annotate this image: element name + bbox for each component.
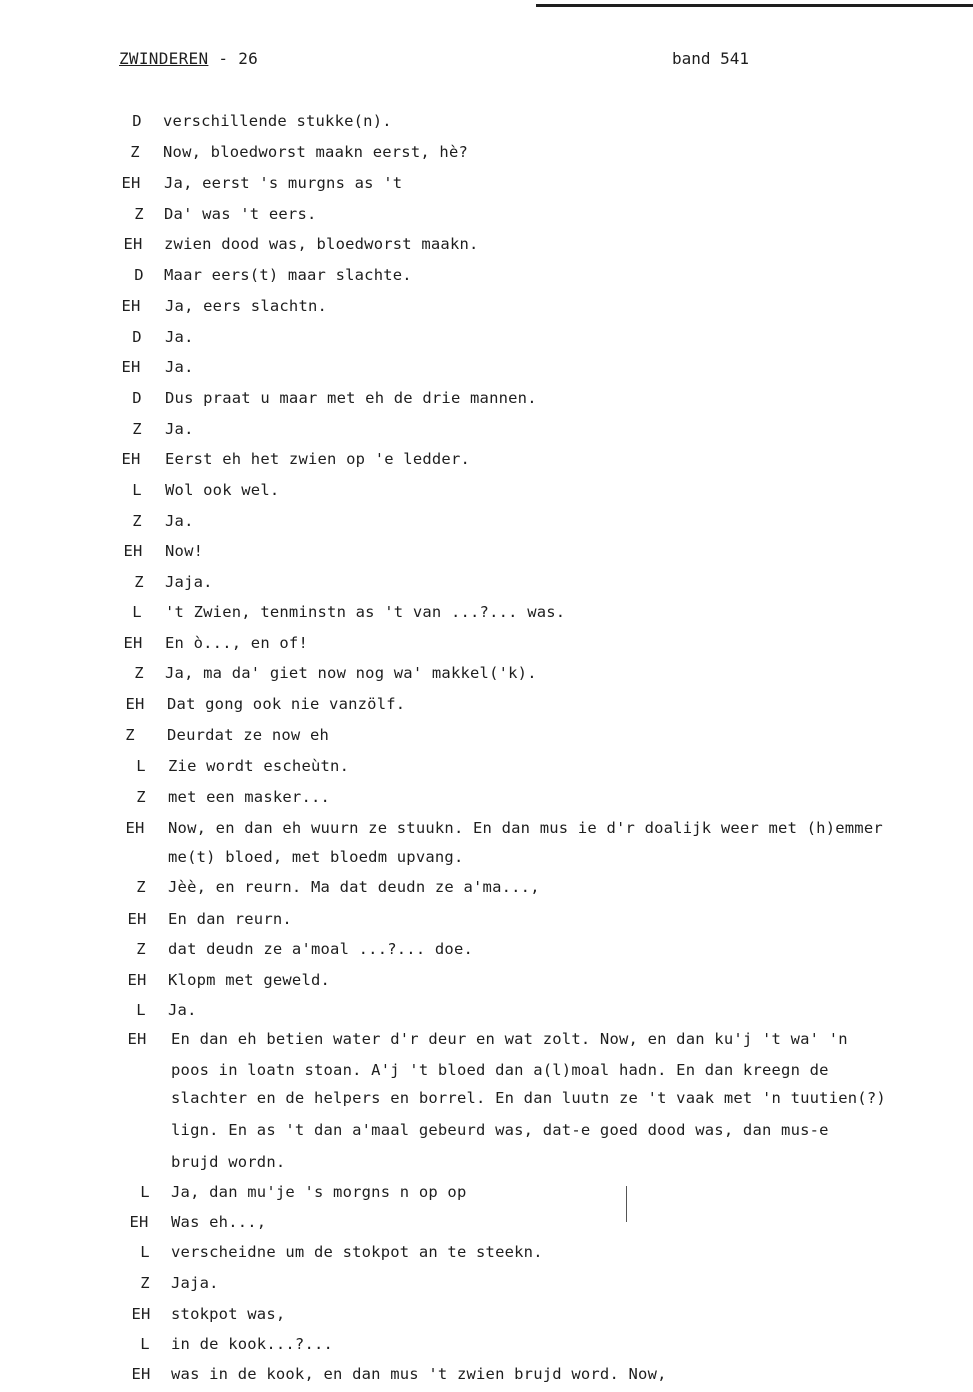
speaker-code: EH <box>123 542 143 560</box>
transcript-line <box>0 634 973 656</box>
transcript-line <box>0 940 973 962</box>
utterance-text: Da' was 't eers. <box>164 205 317 223</box>
speaker-code: EH <box>123 634 143 652</box>
utterance-text: brujd wordn. <box>171 1153 286 1171</box>
utterance-text: me(t) bloed, met bloedm upvang. <box>168 848 464 866</box>
page-header-left <box>119 49 258 68</box>
utterance-text: Ja. <box>165 328 194 346</box>
speaker-code: L <box>132 481 142 499</box>
transcript-line <box>0 1243 973 1265</box>
utterance-text: met een masker... <box>168 788 331 806</box>
speaker-code: Z <box>134 573 144 591</box>
speaker-code: D <box>132 112 142 130</box>
speaker-code: Z <box>134 664 144 682</box>
transcript-line <box>0 542 973 564</box>
speaker-code: Z <box>132 512 142 530</box>
utterance-text: Ja, eers slachtn. <box>165 297 328 315</box>
utterance-text: Ja. <box>165 512 194 530</box>
utterance-text: Dat gong ook nie vanzölf. <box>167 695 406 713</box>
speaker-code: EH <box>123 235 143 253</box>
band-number: band 541 <box>672 49 750 68</box>
transcript-line <box>0 910 973 932</box>
transcript-line <box>0 112 973 134</box>
speaker-code: L <box>136 757 146 775</box>
transcript-line <box>0 1213 973 1235</box>
speaker-code: EH <box>127 1030 147 1048</box>
speaker-code: L <box>140 1183 150 1201</box>
transcript-line <box>0 1089 973 1111</box>
speaker-code: Z <box>132 420 142 438</box>
transcript-line <box>0 389 973 411</box>
transcript-line <box>0 266 973 288</box>
speaker-code: EH <box>127 910 147 928</box>
utterance-text: En dan reurn. <box>168 910 292 928</box>
transcript-line <box>0 1305 973 1327</box>
utterance-text: Jaja. <box>171 1274 219 1292</box>
utterance-text: poos in loatn stoan. A'j 't bloed dan a(l)moal hadn. En dan kreegn de <box>171 1061 829 1079</box>
utterance-text: Eerst eh het zwien op 'e ledder. <box>165 450 471 468</box>
utterance-text: Klopm met geweld. <box>168 971 331 989</box>
utterance-text: was in de kook, en dan mus 't zwien brujd word. Now, <box>171 1365 667 1383</box>
transcript-line <box>0 297 973 319</box>
utterance-text: Was eh..., <box>171 1213 267 1231</box>
speaker-code: EH <box>121 450 141 468</box>
header-separator: - <box>208 49 239 68</box>
transcript-line <box>0 358 973 380</box>
speaker-code: D <box>134 266 144 284</box>
transcript-line <box>0 328 973 350</box>
speaker-code: L <box>132 603 142 621</box>
utterance-text: verschillende stukke(n). <box>163 112 392 130</box>
utterance-text: En ò..., en of! <box>165 634 308 652</box>
transcript-line <box>0 848 973 870</box>
transcript-line <box>0 1061 973 1083</box>
speaker-code: Z <box>136 878 146 896</box>
utterance-text: Ja, eerst 's murgns as 't <box>164 174 403 192</box>
speaker-code: D <box>132 328 142 346</box>
speaker-code: EH <box>131 1365 151 1383</box>
utterance-text: stokpot was, <box>171 1305 286 1323</box>
speaker-code: L <box>136 1001 146 1019</box>
utterance-text: Jaja. <box>165 573 213 591</box>
transcript-line <box>0 450 973 472</box>
utterance-text: Zie wordt escheùtn. <box>168 757 350 775</box>
speaker-code: EH <box>125 819 145 837</box>
speaker-code: Z <box>140 1274 150 1292</box>
speaker-code: EH <box>127 971 147 989</box>
transcript-line <box>0 819 973 841</box>
transcript-line <box>0 878 973 900</box>
transcript-line <box>0 1121 973 1143</box>
location-title: ZWINDEREN <box>119 49 209 68</box>
margin-mark <box>626 1186 627 1222</box>
utterance-text: Ja. <box>165 358 194 376</box>
speaker-code: L <box>140 1335 150 1353</box>
utterance-text: Ja, ma da' giet now nog wa' makkel('k). <box>165 664 537 682</box>
transcript-line <box>0 788 973 810</box>
utterance-text: in de kook...?... <box>171 1335 334 1353</box>
transcript-line <box>0 573 973 595</box>
transcript-line <box>0 481 973 503</box>
transcript-line <box>0 512 973 534</box>
transcript-line <box>0 971 973 993</box>
transcript-line <box>0 726 973 748</box>
transcript-line <box>0 603 973 625</box>
utterance-text: Now, en dan eh wuurn ze stuukn. En dan mus ie d'r doalijk weer met (h)emmer <box>168 819 883 837</box>
speaker-code: Z <box>136 788 146 806</box>
utterance-text: Dus praat u maar met eh de drie mannen. <box>165 389 537 407</box>
transcript-line <box>0 420 973 442</box>
utterance-text: Deurdat ze now eh <box>167 726 330 744</box>
utterance-text: Now, bloedworst maakn eerst, hè? <box>163 143 469 161</box>
speaker-code: EH <box>125 695 145 713</box>
utterance-text: En dan eh betien water d'r deur en wat zolt. Now, en dan ku'j 't wa' 'n <box>171 1030 848 1048</box>
utterance-text: zwien dood was, bloedworst maakn. <box>164 235 479 253</box>
speaker-code: EH <box>121 297 141 315</box>
speaker-code: EH <box>129 1213 149 1231</box>
utterance-text: Wol ook wel. <box>165 481 280 499</box>
utterance-text: Ja, dan mu'je 's morgns n op op <box>171 1183 467 1201</box>
speaker-code: Z <box>125 726 135 744</box>
speaker-code: EH <box>131 1305 151 1323</box>
speaker-code: L <box>140 1243 150 1261</box>
page-number: 26 <box>238 49 259 68</box>
top-rule <box>536 4 973 7</box>
speaker-code: Z <box>136 940 146 958</box>
utterance-text: verscheidne um de stokpot an te steekn. <box>171 1243 543 1261</box>
transcript-line <box>0 664 973 686</box>
transcript-line <box>0 1153 973 1175</box>
transcript-line <box>0 235 973 257</box>
utterance-text: dat deudn ze a'moal ...?... doe. <box>168 940 474 958</box>
transcript-line <box>0 1274 973 1296</box>
speaker-code: Z <box>130 143 140 161</box>
utterance-text: Ja. <box>165 420 194 438</box>
transcript-line <box>0 143 973 165</box>
transcript-line <box>0 1183 973 1205</box>
transcript-line <box>0 1030 973 1052</box>
transcript-line <box>0 1365 973 1387</box>
speaker-code: D <box>132 389 142 407</box>
utterance-text: Ja. <box>168 1001 197 1019</box>
utterance-text: Maar eers(t) maar slachte. <box>164 266 412 284</box>
speaker-code: Z <box>134 205 144 223</box>
transcript-line <box>0 1001 973 1023</box>
transcript-line <box>0 1335 973 1357</box>
utterance-text: slachter en de helpers en borrel. En dan luutn ze 't vaak met 'n tuutien(?) <box>171 1089 886 1107</box>
utterance-text: lign. En as 't dan a'maal gebeurd was, dat-e goed dood was, dan mus-e <box>171 1121 829 1139</box>
speaker-code: EH <box>121 174 141 192</box>
utterance-text: 't Zwien, tenminstn as 't van ...?... was. <box>165 603 566 621</box>
speaker-code: EH <box>121 358 141 376</box>
transcript-line <box>0 757 973 779</box>
transcript-line <box>0 205 973 227</box>
utterance-text: Jèè, en reurn. Ma dat deudn ze a'ma..., <box>168 878 540 896</box>
utterance-text: Now! <box>165 542 204 560</box>
transcript-line <box>0 174 973 196</box>
transcript-line <box>0 695 973 717</box>
